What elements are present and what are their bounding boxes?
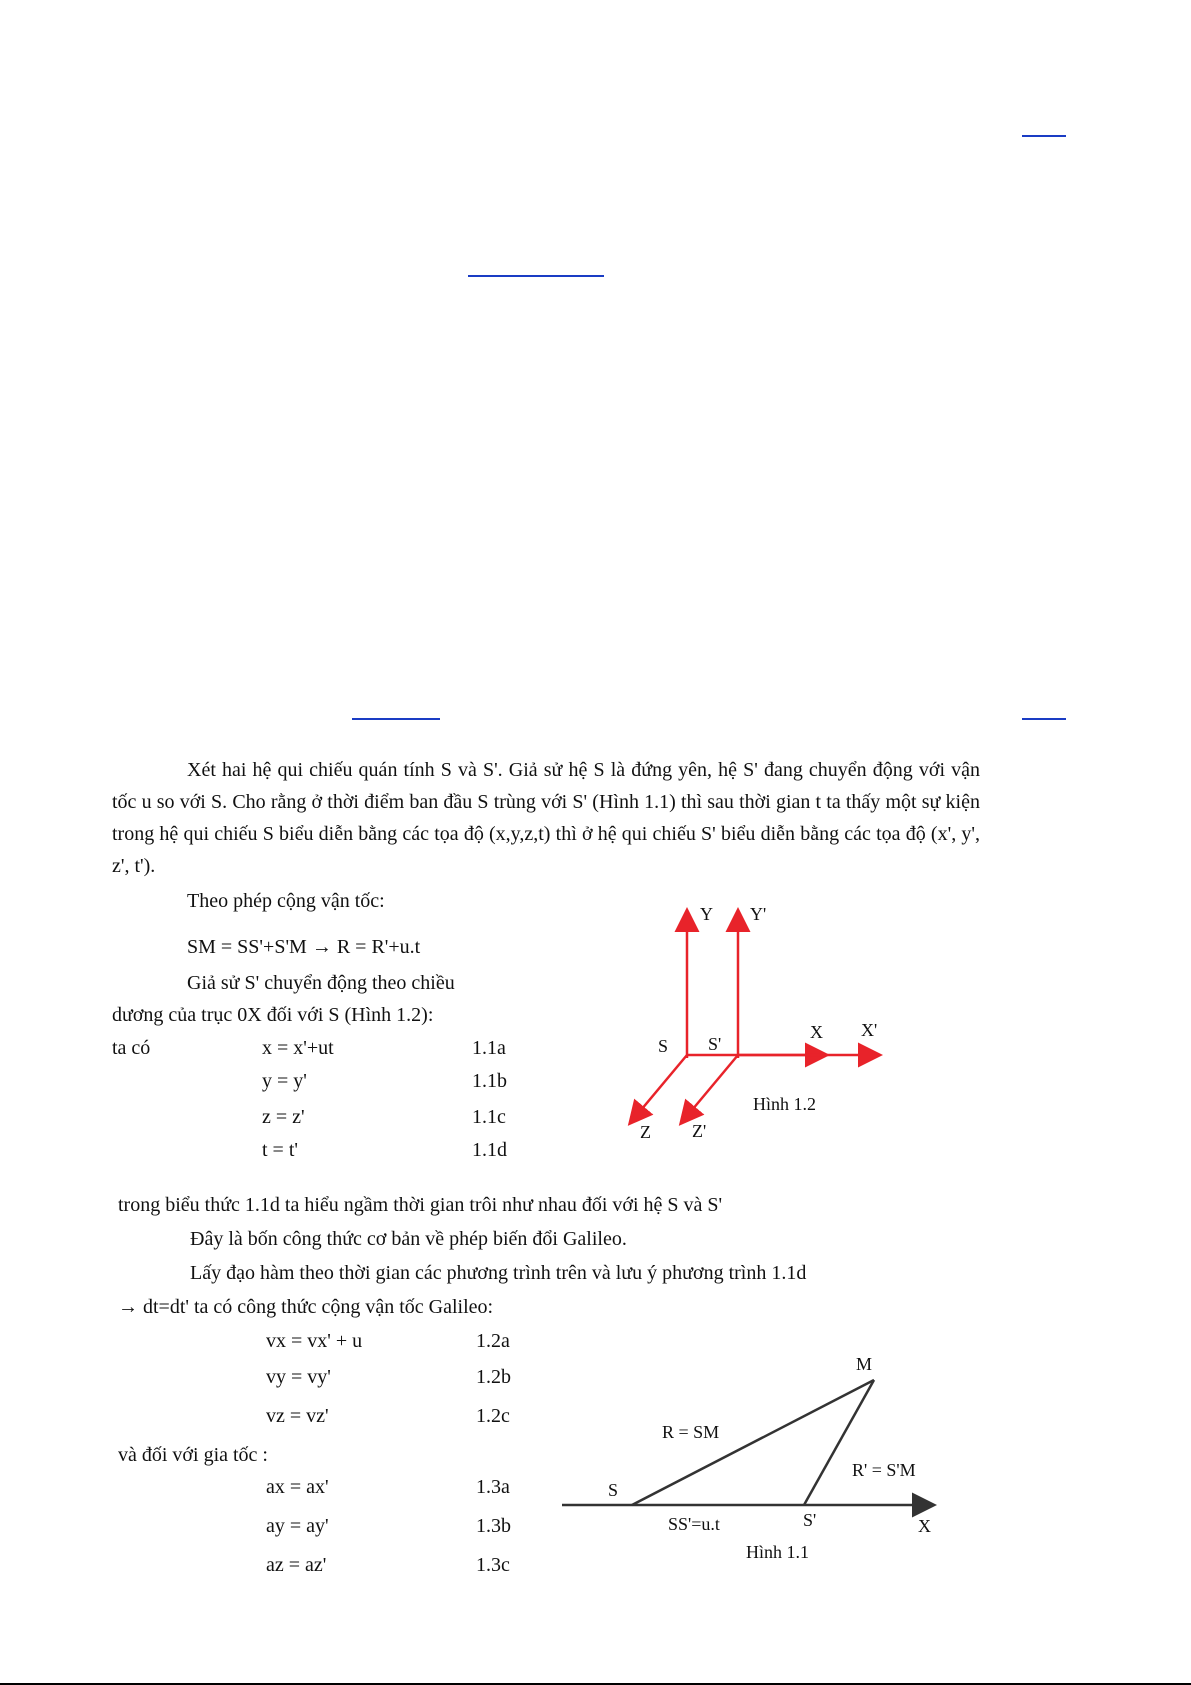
label-x-1-1: X xyxy=(918,1516,931,1536)
label-y: Y xyxy=(700,904,713,924)
label-y-prime: Y' xyxy=(750,904,767,924)
velocity-lead: Theo phép cộng vận tốc: xyxy=(187,890,385,912)
assume-line-1: Giả sử S' chuyển động theo chiều xyxy=(187,972,455,994)
assume-line-2: dương của trục 0X đối với S (Hình 1.2): xyxy=(112,1004,434,1026)
label-r: R = SM xyxy=(662,1422,720,1442)
label-z: Z xyxy=(640,1122,651,1142)
vel-label-z: 1.2c xyxy=(476,1405,510,1427)
galileo-eq-x: x = x'+ut xyxy=(262,1037,334,1059)
galileo-eq-z: z = z' xyxy=(262,1106,305,1128)
label-r-prime: R' = S'M xyxy=(852,1460,916,1480)
acc-label-y: 1.3b xyxy=(476,1515,511,1537)
vel-label-y: 1.2b xyxy=(476,1366,511,1388)
label-s-prime: S' xyxy=(708,1034,722,1054)
vel-eq-x: vx = vx' + u xyxy=(266,1330,363,1352)
figure-1-1-caption: Hình 1.1 xyxy=(746,1542,809,1562)
label-s: S xyxy=(658,1036,669,1056)
label-x: X xyxy=(810,1022,823,1042)
acc-label-x: 1.3a xyxy=(476,1476,510,1498)
label-s-prime-1-1: S' xyxy=(803,1510,817,1530)
figure-1-2-caption: Hình 1.2 xyxy=(753,1094,816,1114)
note-line-3: Lấy đạo hàm theo thời gian các phương trình trên và lưu ý phương trình 1.1d xyxy=(190,1262,807,1284)
label-z-prime: Z' xyxy=(692,1121,707,1141)
link-underline-3[interactable] xyxy=(352,718,440,720)
link-underline-4[interactable] xyxy=(1022,718,1066,720)
figure-1-2 xyxy=(620,900,900,1150)
vel-label-x: 1.2a xyxy=(476,1330,510,1352)
galileo-eq-y: y = y' xyxy=(262,1070,307,1092)
axis-z-prime xyxy=(682,1055,738,1122)
acc-eq-x: ax = ax' xyxy=(266,1476,329,1498)
vector-equation: SM = SS'+S'M → R = R'+u.t xyxy=(187,936,421,958)
axis-z xyxy=(631,1055,687,1122)
accel-lead: và đối với gia tốc : xyxy=(118,1444,268,1466)
acc-eq-z: az = az' xyxy=(266,1554,327,1576)
vel-eq-y: vy = vy' xyxy=(266,1366,331,1388)
galileo-eq-t: t = t' xyxy=(262,1139,298,1161)
link-underline-1[interactable] xyxy=(1022,135,1066,137)
acc-label-z: 1.3c xyxy=(476,1554,510,1576)
vel-eq-z: vz = vz' xyxy=(266,1405,329,1427)
label-s-1-1: S xyxy=(608,1480,619,1500)
galileo-label-t: 1.1d xyxy=(472,1139,507,1161)
figure-1-1 xyxy=(560,1340,950,1580)
label-x-prime: X' xyxy=(861,1020,878,1040)
taco-label: ta có xyxy=(112,1037,151,1059)
galileo-label-y: 1.1b xyxy=(472,1070,507,1092)
acc-eq-y: ay = ay' xyxy=(266,1515,329,1537)
label-ss: SS'=u.t xyxy=(668,1514,720,1534)
galileo-label-z: 1.1c xyxy=(472,1106,506,1128)
note-line-1: trong biểu thức 1.1d ta hiểu ngầm thời gian trôi như nhau đối với hệ S và S' xyxy=(118,1194,723,1216)
intro-text: Xét hai hệ qui chiếu quán tính S và S'. Giả sử hệ S là đứng yên, hệ S' đang chuyển động với vận tốc u so với S. Cho rằng ở thời điểm ban đầu S trùng với S' (Hình 1.1) thì sau thời gian t ta thấy một sự kiện trong hệ qui chiếu S biểu diễn bằng các tọa độ (x,y,z,t) thì ở hệ qui chiếu S' biểu diễn bằng các tọa độ (x', y', z', t'). xyxy=(112,759,980,877)
intro-paragraph xyxy=(112,754,980,882)
label-m: M xyxy=(856,1354,873,1374)
note-line-2: Đây là bốn công thức cơ bản về phép biến đổi Galileo. xyxy=(190,1228,627,1250)
note-line-4: → dt=dt' ta có công thức cộng vận tốc Galileo: xyxy=(118,1296,494,1318)
link-underline-2[interactable] xyxy=(468,275,604,277)
galileo-label-x: 1.1a xyxy=(472,1037,506,1059)
